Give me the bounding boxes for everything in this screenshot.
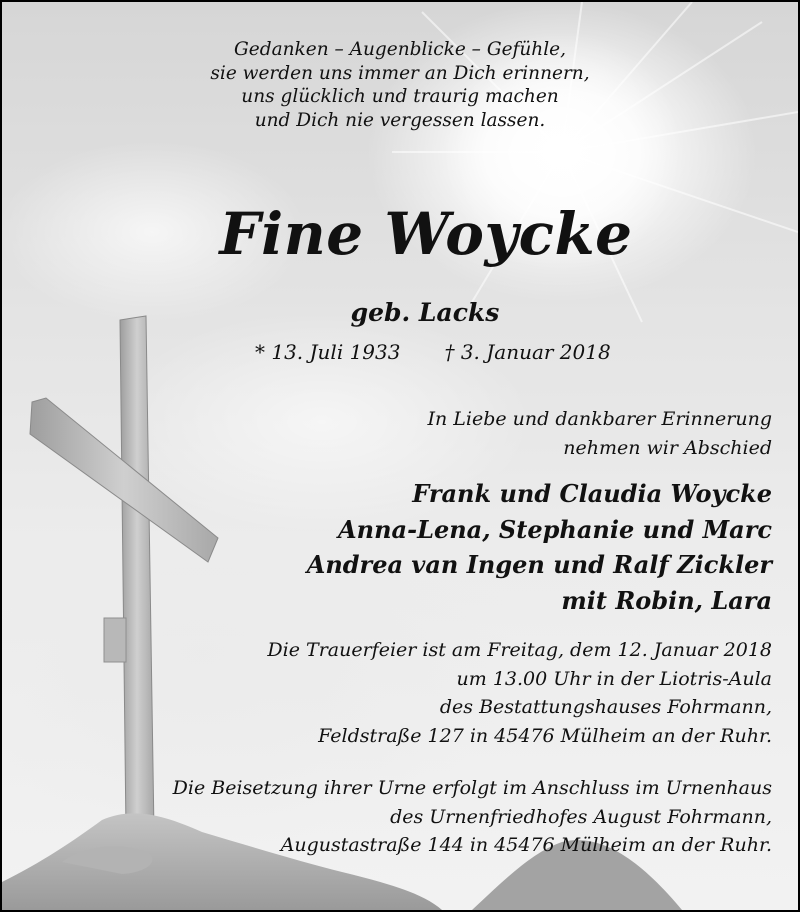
burial-info	[173, 774, 772, 860]
poem-line: und Dich nie vergessen lassen.	[254, 109, 546, 131]
farewell-line: nehmen wir Abschied	[563, 437, 772, 459]
service-line: des Bestattungshauses Fohrmann,	[439, 696, 772, 718]
deceased-name: Fine Woycke	[219, 200, 633, 268]
service-line: Feldstraße 127 in 45476 Mülheim an der Ruhr.	[318, 724, 772, 747]
maiden-name: geb. Lacks	[350, 298, 500, 327]
family-line: mit Robin, Lara	[561, 585, 772, 615]
farewell-line: In Liebe und dankbarer Erinnerung	[427, 408, 772, 430]
family-line: Anna-Lena, Stephanie und Marc	[338, 514, 772, 544]
farewell-text	[428, 405, 773, 463]
poem	[2, 38, 798, 132]
death-date: † 3. Januar 2018	[444, 340, 611, 364]
family-line: Frank und Claudia Woycke	[412, 479, 772, 508]
poem-line: uns glücklich und traurig machen	[241, 86, 559, 107]
birth-date: * 13. Juli 1933	[255, 340, 401, 364]
burial-line: des Urnenfriedhofes August Fohrmann,	[390, 805, 772, 828]
poem-line: Gedanken – Augenblicke – Gefühle,	[234, 39, 566, 60]
service-line: um 13.00 Uhr in der Liotris-Aula	[456, 667, 772, 690]
family-names	[307, 476, 772, 618]
funeral-service-info	[267, 636, 772, 750]
poem-line: sie werden uns immer an Dich erinnern,	[210, 62, 590, 84]
service-line: Die Trauerfeier ist am Freitag, dem 12. Januar 2018	[267, 639, 772, 661]
burial-line: Augustastraße 144 in 45476 Mülheim an der Ruhr.	[280, 834, 772, 856]
family-line: Andrea van Ingen und Ralf Zickler	[306, 550, 772, 579]
burial-line: Die Beisetzung ihrer Urne erfolgt im Anschluss im Urnenhaus	[172, 777, 772, 799]
life-dates	[255, 340, 611, 364]
